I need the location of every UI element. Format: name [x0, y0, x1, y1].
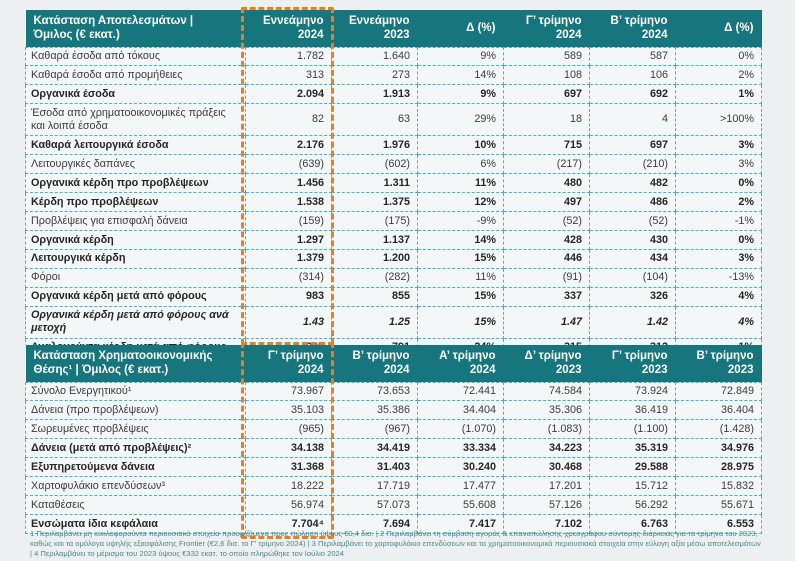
table-title: Κατάσταση Αποτελεσμάτων | Όμιλος (€ εκατ.) [26, 10, 246, 47]
column-header: Γ’ τρίμηνο 2024 [504, 10, 590, 47]
cell-value: 15.712 [590, 477, 676, 496]
column-header: Δ (%) [676, 10, 762, 47]
row-label: Καθαρά λειτουργικά έσοδα [26, 136, 246, 155]
cell-value: 480 [504, 174, 590, 193]
cell-value: 6% [418, 155, 504, 174]
cell-value: 108 [504, 66, 590, 85]
table-row [26, 287, 762, 306]
column-header: Α’ τρίμηνο 2024 [418, 345, 504, 382]
income-statement-grid [25, 10, 762, 358]
table-row [26, 66, 762, 85]
cell-value: 1.43 [246, 306, 332, 338]
table-row [26, 231, 762, 250]
cell-value: 1.47 [504, 306, 590, 338]
cell-value: 4% [676, 287, 762, 306]
cell-value: 34.138 [246, 439, 332, 458]
cell-value: 7.704⁴ [246, 515, 332, 534]
cell-value: 273 [332, 66, 418, 85]
cell-value: (91) [504, 268, 590, 287]
cell-value: 6.763 [590, 515, 676, 534]
cell-value: 1.456 [246, 174, 332, 193]
cell-value: 482 [590, 174, 676, 193]
column-header: Β’ τρίμηνο 2024 [332, 345, 418, 382]
cell-value: 57.073 [332, 496, 418, 515]
cell-value: 486 [590, 193, 676, 212]
cell-value: 1.25 [332, 306, 418, 338]
cell-value: 497 [504, 193, 590, 212]
cell-value: 73.653 [332, 382, 418, 401]
cell-value: 589 [504, 47, 590, 66]
footnotes-text: 1 Περιλαμβάνει μη κυκλοφορούντα περιουσιακά στοιχεία προοριζόμενα προς πώληση ύψους €0,4 δισ. | 2 Περιλαμβάνει τη σύμβαση αγοράς & επαναπώλησης χρεογράφου σύντομης διάρκειας για τα τρίμηνα του 2023, καθώς και τα ομόλογα υψηλής εξασφάλισης Frontier (€2,6 δισ. το Γ’ τρίμηνο 2024) | 3 Περιλαμβάνει το χαρτοφυλάκιο επενδύσεων και τα χρηματοοικονομικά περιουσιακά στοιχεία στην εύλογη αξία μέσω αποτελεσμάτων | 4 Περιλαμβάνει το μέρισμα του 2023 ύψους €332 εκατ. το οποίο πληρώθηκε τον Ιούλιο 2024 [30, 529, 761, 558]
cell-value: 106 [590, 66, 676, 85]
cell-value: 1.311 [332, 174, 418, 193]
cell-value: 36.404 [676, 401, 762, 420]
cell-value: 11% [418, 174, 504, 193]
cell-value: (967) [332, 420, 418, 439]
row-label: Ενσώματα ίδια κεφάλαια [26, 515, 246, 534]
cell-value: 35.386 [332, 401, 418, 420]
cell-value: 983 [246, 287, 332, 306]
cell-value: (1.428) [676, 420, 762, 439]
row-label: Οργανικά κέρδη [26, 231, 246, 250]
table-row [26, 420, 762, 439]
cell-value: 3% [676, 249, 762, 268]
cell-value: 34.223 [504, 439, 590, 458]
header-row [26, 345, 762, 382]
cell-value: 697 [590, 136, 676, 155]
row-label: Έσοδα από χρηματοοικονομικές πράξεις και λοιπά έσοδα [26, 104, 246, 136]
cell-value: (314) [246, 268, 332, 287]
balance-sheet-grid [25, 345, 762, 534]
cell-value: (1.100) [590, 420, 676, 439]
cell-value: 4% [676, 306, 762, 338]
cell-value: (159) [246, 212, 332, 231]
row-label: Κέρδη προ προβλέψεων [26, 193, 246, 212]
cell-value: (965) [246, 420, 332, 439]
row-label: Οργανικά κέρδη μετά από φόρους [26, 287, 246, 306]
header-row [26, 10, 762, 47]
cell-value: 9% [418, 85, 504, 104]
cell-value: 17.719 [332, 477, 418, 496]
row-label: Λειτουργικές δαπάνες [26, 155, 246, 174]
row-label: Οργανικά έσοδα [26, 85, 246, 104]
cell-value: (1.083) [504, 420, 590, 439]
cell-value: 337 [504, 287, 590, 306]
cell-value: 55.671 [676, 496, 762, 515]
column-header: Β’ τρίμηνο 2024 [590, 10, 676, 47]
cell-value: 72.849 [676, 382, 762, 401]
cell-value: 73.924 [590, 382, 676, 401]
cell-value: 73.967 [246, 382, 332, 401]
cell-value: 326 [590, 287, 676, 306]
cell-value: 3% [676, 155, 762, 174]
cell-value: 313 [246, 66, 332, 85]
table-row [26, 85, 762, 104]
cell-value: 14% [418, 231, 504, 250]
cell-value: 2% [676, 66, 762, 85]
cell-value: 28.975 [676, 458, 762, 477]
cell-value: 1.538 [246, 193, 332, 212]
row-label: Σωρευμένες προβλέψεις [26, 420, 246, 439]
cell-value: 2.094 [246, 85, 332, 104]
cell-value: 29.588 [590, 458, 676, 477]
cell-value: 6.553 [676, 515, 762, 534]
row-label: Προβλέψεις για επισφαλή δάνεια [26, 212, 246, 231]
cell-value: 7.417 [418, 515, 504, 534]
cell-value: 446 [504, 249, 590, 268]
cell-value: 0% [676, 174, 762, 193]
cell-value: 18 [504, 104, 590, 136]
cell-value: 29% [418, 104, 504, 136]
cell-value: 430 [590, 231, 676, 250]
cell-value: 587 [590, 47, 676, 66]
cell-value: 1.782 [246, 47, 332, 66]
cell-value: (602) [332, 155, 418, 174]
cell-value: 1.913 [332, 85, 418, 104]
cell-value: 56.292 [590, 496, 676, 515]
table-row [26, 155, 762, 174]
cell-value: 74.584 [504, 382, 590, 401]
cell-value: 11% [418, 268, 504, 287]
cell-value: 55.608 [418, 496, 504, 515]
cell-value: 1.200 [332, 249, 418, 268]
table-row [26, 496, 762, 515]
cell-value: 56.974 [246, 496, 332, 515]
cell-value: 35.319 [590, 439, 676, 458]
cell-value: 1.640 [332, 47, 418, 66]
column-header: Γ’ τρίμηνο 2023 [590, 345, 676, 382]
cell-value: 57.126 [504, 496, 590, 515]
cell-value: 18.222 [246, 477, 332, 496]
cell-value: 63 [332, 104, 418, 136]
cell-value: 31.403 [332, 458, 418, 477]
cell-value: 7.694 [332, 515, 418, 534]
cell-value: (104) [590, 268, 676, 287]
row-label: Καταθέσεις [26, 496, 246, 515]
cell-value: 0% [676, 231, 762, 250]
cell-value: 715 [504, 136, 590, 155]
cell-value: (639) [246, 155, 332, 174]
table-row [26, 174, 762, 193]
cell-value: 15% [418, 287, 504, 306]
table-row [26, 104, 762, 136]
cell-value: 0% [676, 47, 762, 66]
column-header: Δ’ τρίμηνο 2023 [504, 345, 590, 382]
cell-value: 9% [418, 47, 504, 66]
cell-value: 1% [676, 85, 762, 104]
cell-value: 4 [590, 104, 676, 136]
table-row [26, 439, 762, 458]
cell-value: 1.976 [332, 136, 418, 155]
cell-value: 2.176 [246, 136, 332, 155]
cell-value: 15.832 [676, 477, 762, 496]
table-row [26, 47, 762, 66]
cell-value: 35.103 [246, 401, 332, 420]
cell-value: (1.070) [418, 420, 504, 439]
table-row [26, 193, 762, 212]
row-label: Εξυπηρετούμενα δάνεια [26, 458, 246, 477]
cell-value: 34.419 [332, 439, 418, 458]
row-label: Δάνεια (προ προβλέψεων) [26, 401, 246, 420]
row-label: Οργανικά κέρδη προ προβλέψεων [26, 174, 246, 193]
cell-value: (282) [332, 268, 418, 287]
column-header: Εννεάμηνο 2023 [332, 10, 418, 47]
cell-value: 855 [332, 287, 418, 306]
balance-sheet-table [25, 345, 761, 534]
row-label: Οργανικά κέρδη μετά από φόρους ανά μετοχή [26, 306, 246, 338]
cell-value: 17.477 [418, 477, 504, 496]
row-label: Σύνολο Ενεργητικού¹ [26, 382, 246, 401]
cell-value: 35.306 [504, 401, 590, 420]
cell-value: 3% [676, 136, 762, 155]
cell-value: (210) [590, 155, 676, 174]
cell-value: 2% [676, 193, 762, 212]
row-label: Φόροι [26, 268, 246, 287]
cell-value: 1.42 [590, 306, 676, 338]
table-row [26, 477, 762, 496]
row-label: Καθαρά έσοδα από προμήθειες [26, 66, 246, 85]
cell-value: 30.468 [504, 458, 590, 477]
cell-value: 15% [418, 249, 504, 268]
column-header: Εννεάμηνο 2024 [246, 10, 332, 47]
cell-value: 14% [418, 66, 504, 85]
row-label: Λειτουργικά κέρδη [26, 249, 246, 268]
cell-value: 36.419 [590, 401, 676, 420]
row-label: Χαρτοφυλάκιο επενδύσεων³ [26, 477, 246, 496]
cell-value: 12% [418, 193, 504, 212]
cell-value: 33.334 [418, 439, 504, 458]
cell-value: 428 [504, 231, 590, 250]
table-row [26, 458, 762, 477]
cell-value: -13% [676, 268, 762, 287]
table-row [26, 306, 762, 338]
cell-value: 1.297 [246, 231, 332, 250]
column-header: Β’ τρίμηνο 2023 [676, 345, 762, 382]
table-row [26, 382, 762, 401]
cell-value: 7.102 [504, 515, 590, 534]
cell-value: 10% [418, 136, 504, 155]
cell-value: 82 [246, 104, 332, 136]
cell-value: -9% [418, 212, 504, 231]
table-row [26, 401, 762, 420]
cell-value: 1.375 [332, 193, 418, 212]
cell-value: 1.379 [246, 249, 332, 268]
cell-value: 31.368 [246, 458, 332, 477]
cell-value: 692 [590, 85, 676, 104]
table-row [26, 249, 762, 268]
column-header: Γ’ τρίμηνο 2024 [246, 345, 332, 382]
cell-value: (175) [332, 212, 418, 231]
cell-value: 17.201 [504, 477, 590, 496]
cell-value: >100% [676, 104, 762, 136]
cell-value: 697 [504, 85, 590, 104]
cell-value: -1% [676, 212, 762, 231]
cell-value: 72.441 [418, 382, 504, 401]
cell-value: (52) [504, 212, 590, 231]
row-label: Καθαρά έσοδα από τόκους [26, 47, 246, 66]
cell-value: 434 [590, 249, 676, 268]
column-header: Δ (%) [418, 10, 504, 47]
cell-value: (217) [504, 155, 590, 174]
cell-value: 30.240 [418, 458, 504, 477]
cell-value: 15% [418, 306, 504, 338]
table-row [26, 136, 762, 155]
cell-value: (52) [590, 212, 676, 231]
table-row [26, 212, 762, 231]
table-row [26, 268, 762, 287]
cell-value: 34.976 [676, 439, 762, 458]
cell-value: 34.404 [418, 401, 504, 420]
income-statement-table [25, 10, 761, 358]
table-title: Κατάσταση Χρηματοοικονομικής Θέσης¹ | Όμιλος (€ εκατ.) [26, 345, 246, 382]
cell-value: 1.137 [332, 231, 418, 250]
row-label: Δάνεια (μετά από προβλέψεις)² [26, 439, 246, 458]
